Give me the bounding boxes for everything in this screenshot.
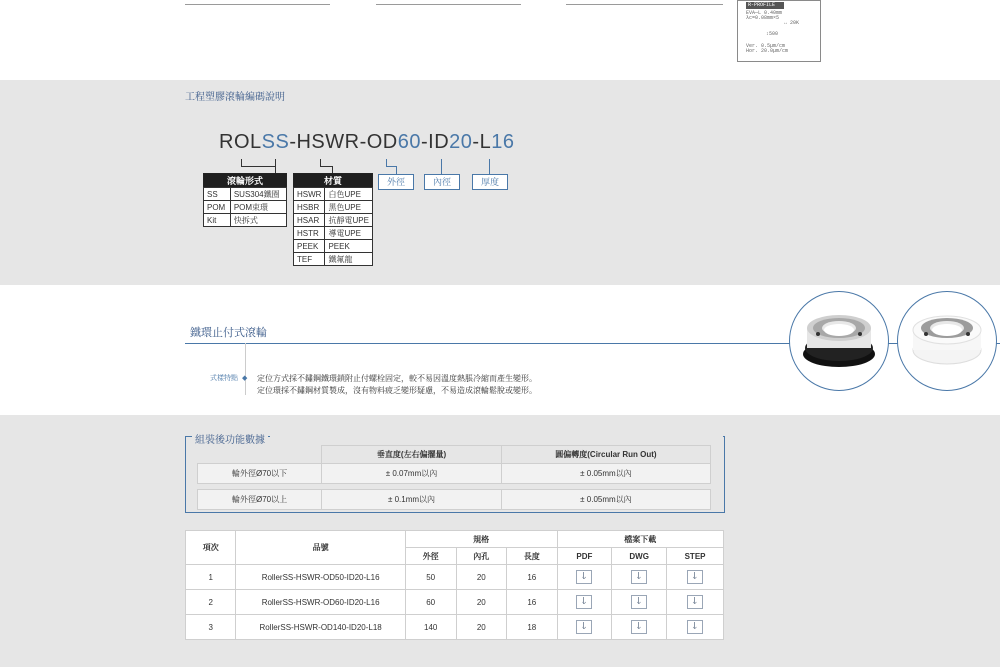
divider — [376, 4, 521, 5]
feature-text: 定位方式採不鏽鋼鐵環鎖附止付螺栓固定，較不易因溫度熱脹冷縮而產生變形。 — [257, 374, 537, 383]
download-icon[interactable] — [687, 620, 703, 634]
bullet-icon: ◆ — [242, 375, 248, 382]
table-cell: 2 — [186, 590, 236, 615]
table-header: PDF — [557, 548, 612, 565]
table-cell: 140 — [405, 615, 456, 640]
code-part: ROL — [219, 131, 262, 153]
white-roller-illustration — [898, 292, 996, 390]
section-title: 組裝後功能數據 — [192, 431, 268, 446]
table-header: STEP — [667, 548, 724, 565]
profile-header: R-PROFILE — [746, 2, 784, 9]
divider — [245, 343, 246, 395]
roughness-profile-box — [737, 0, 821, 62]
profile-line: λc=0.08mm×5 — [746, 15, 780, 21]
material-table — [293, 173, 373, 266]
code-part: -HSWR-OD — [289, 131, 398, 153]
table-cell: 16 — [507, 565, 557, 590]
table-cell: POM束環 — [230, 201, 286, 214]
table-row — [186, 590, 724, 615]
table-row — [186, 615, 724, 640]
code-part: SS — [261, 131, 290, 153]
download-icon[interactable] — [631, 595, 647, 609]
table-cell: TEF — [294, 253, 325, 266]
table-cell: ± 0.07mm以內 — [322, 464, 502, 484]
download-icon[interactable] — [687, 595, 703, 609]
download-icon[interactable] — [631, 570, 647, 584]
table-cell: ± 0.05mm以內 — [501, 464, 710, 484]
profile-line: Hor. 20.0µm/cm — [746, 48, 789, 54]
pdf-download[interactable] — [557, 565, 612, 590]
assembly-table — [197, 445, 711, 510]
feature-text: 定位環採不鏽鋼材質製成，沒有物料疲乏變形疑慮，不易造成滾輪鬆脫或變形。 — [257, 386, 537, 395]
table-header — [198, 446, 322, 464]
product-table — [185, 530, 724, 640]
table-header: 內孔 — [456, 548, 506, 565]
dwg-download[interactable] — [612, 590, 667, 615]
table-cell: 3 — [186, 615, 236, 640]
table-header: 檔案下載 — [557, 531, 723, 548]
tag-outer-diameter: 外徑 — [378, 174, 414, 190]
table-cell: 20 — [456, 590, 506, 615]
table-cell: HSWR — [294, 188, 325, 201]
table-cell: HSBR — [294, 201, 325, 214]
download-icon[interactable] — [576, 595, 592, 609]
connector — [275, 159, 276, 174]
step-download[interactable] — [667, 615, 724, 640]
table-cell: 白色UPE — [325, 188, 372, 201]
profile-line: Ver. 0.5µm/cm — [746, 43, 786, 49]
divider — [270, 436, 723, 437]
divider — [566, 4, 723, 5]
table-cell: HSTR — [294, 227, 325, 240]
roller-type-table — [203, 173, 287, 227]
table-cell: 16 — [507, 590, 557, 615]
step-download[interactable] — [667, 565, 724, 590]
table-cell: HSAR — [294, 214, 325, 227]
table-cell: RollerSS-HSWR-OD50-ID20-L16 — [236, 565, 405, 590]
code-part: 60 — [397, 131, 421, 153]
table-cell: 輪外徑Ø70以上 — [198, 490, 322, 510]
section-title: 工程塑膠滾輪編碼說明 — [185, 92, 285, 103]
code-part: -ID — [421, 131, 450, 153]
table-cell: SUS304鐵圈 — [230, 188, 286, 201]
step-download[interactable] — [667, 590, 724, 615]
download-icon[interactable] — [631, 620, 647, 634]
table-cell: 鐵氟龍 — [325, 253, 372, 266]
feature-label: 式樣特點 — [210, 375, 238, 382]
connector — [386, 159, 387, 166]
divider — [185, 4, 330, 5]
table-cell: PEEK — [294, 240, 325, 253]
black-roller-illustration — [790, 292, 888, 390]
download-icon[interactable] — [687, 570, 703, 584]
connector — [241, 159, 242, 166]
table-row — [186, 565, 724, 590]
roller-image — [897, 291, 997, 391]
connector — [386, 166, 396, 167]
table-cell: ± 0.05mm以內 — [501, 490, 710, 510]
table-cell: PEEK — [325, 240, 372, 253]
table-header: 垂直度(左右偏擺量) — [322, 446, 502, 464]
dwg-download[interactable] — [612, 615, 667, 640]
table-header: 外徑 — [405, 548, 456, 565]
part-code — [219, 131, 514, 154]
section-title: 鐵環止付式滾輪 — [190, 327, 267, 339]
table-cell: SS — [204, 188, 231, 201]
table-cell: 導電UPE — [325, 227, 372, 240]
connector — [320, 166, 332, 167]
tag-thickness: 厚度 — [472, 174, 508, 190]
pdf-download[interactable] — [557, 615, 612, 640]
tag-inner-diameter: 內徑 — [424, 174, 460, 190]
table-cell: 20 — [456, 565, 506, 590]
table-header: 滾輪形式 — [204, 174, 287, 188]
table-cell: 50 — [405, 565, 456, 590]
table-cell: 輪外徑Ø70以下 — [198, 464, 322, 484]
table-cell: 20 — [456, 615, 506, 640]
table-header: 項次 — [186, 531, 236, 565]
table-header: DWG — [612, 548, 667, 565]
table-cell: 60 — [405, 590, 456, 615]
table-cell: Kit — [204, 214, 231, 227]
table-cell: 黑色UPE — [325, 201, 372, 214]
connector — [489, 159, 490, 174]
table-cell: POM — [204, 201, 231, 214]
table-header: 圓偏轉度(Circular Run Out) — [501, 446, 710, 464]
table-header: 規格 — [405, 531, 557, 548]
roller-image — [789, 291, 889, 391]
table-cell: ± 0.1mm以內 — [322, 490, 502, 510]
download-icon[interactable] — [576, 620, 592, 634]
download-icon[interactable] — [576, 570, 592, 584]
connector — [441, 159, 442, 174]
table-cell: 18 — [507, 615, 557, 640]
code-part: 20 — [449, 131, 473, 153]
table-header: 長度 — [507, 548, 557, 565]
dwg-download[interactable] — [612, 565, 667, 590]
connector — [241, 166, 275, 167]
table-cell: RollerSS-HSWR-OD140-ID20-L18 — [236, 615, 405, 640]
table-cell: RollerSS-HSWR-OD60-ID20-L16 — [236, 590, 405, 615]
profile-line: ↔ 20K — [784, 20, 800, 26]
code-part: 16 — [491, 131, 515, 153]
table-cell: 1 — [186, 565, 236, 590]
profile-line: EVA—L 0.40mm — [746, 10, 783, 16]
table-cell: 抗靜電UPE — [325, 214, 372, 227]
top-strip — [0, 0, 1000, 80]
pdf-download[interactable] — [557, 590, 612, 615]
table-header: 品號 — [236, 531, 405, 565]
profile-line: ↕500 — [766, 31, 779, 37]
code-part: -L — [472, 131, 492, 153]
table-header: 材質 — [294, 174, 373, 188]
table-cell: 快拆式 — [230, 214, 286, 227]
connector — [396, 166, 397, 174]
